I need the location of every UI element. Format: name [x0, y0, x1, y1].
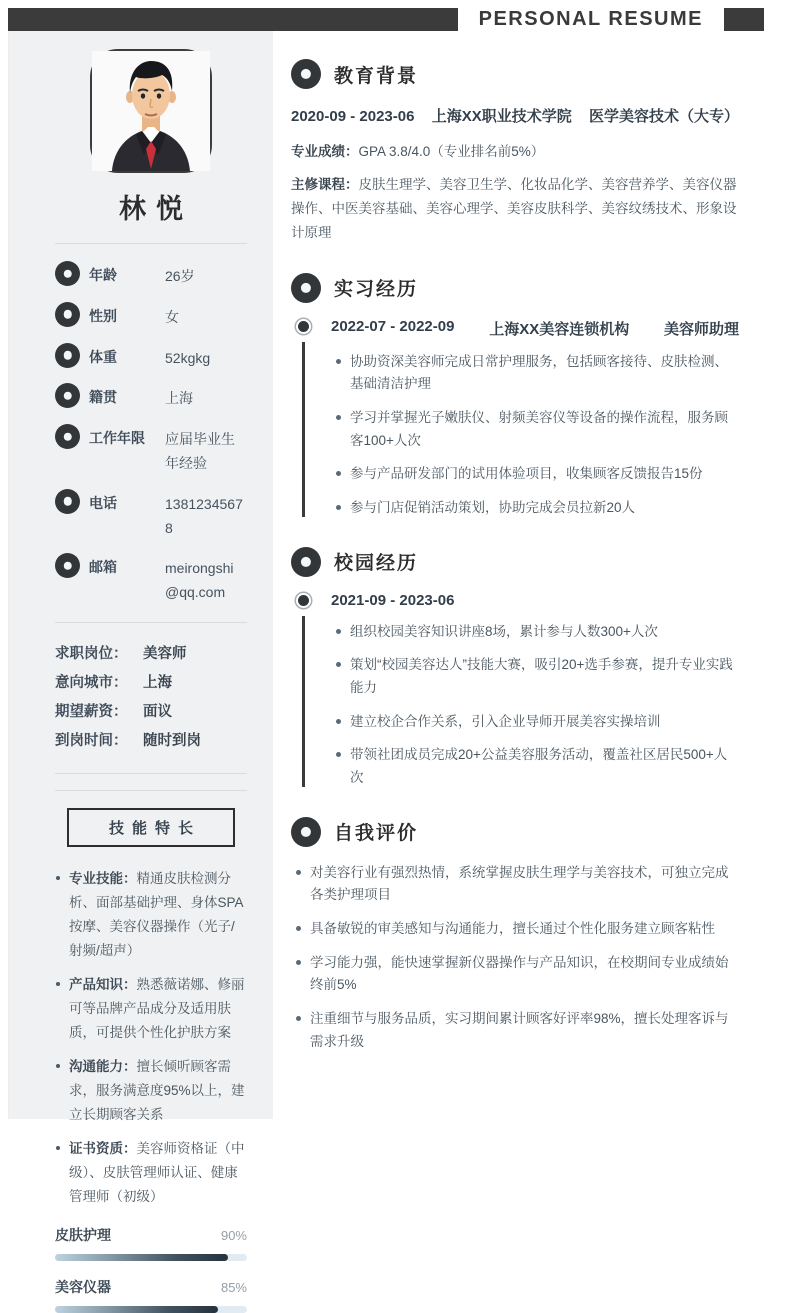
info-value: 52kgkg — [165, 349, 211, 366]
job-row-city — [55, 669, 247, 698]
job-intent-list — [55, 640, 247, 756]
job-value: 上海 — [143, 674, 172, 691]
main-column — [273, 31, 763, 1119]
info-row-phone — [55, 489, 247, 541]
email-icon — [55, 553, 80, 578]
education-major: 医学美容技术（大专） — [588, 108, 739, 125]
gpa-label: 专业成绩： — [291, 143, 359, 159]
skill-label: 沟通能力： — [69, 1059, 137, 1075]
info-label: 籍贯 — [89, 389, 117, 406]
info-value: meirongshi@qq.com — [165, 560, 234, 601]
skill-text: 美容师资格证（中级）、皮肤管理师认证、健康管理师（初级） — [69, 1141, 245, 1205]
section-header — [291, 59, 739, 89]
timeline-dot-icon — [298, 595, 309, 606]
info-label: 体重 — [89, 348, 117, 365]
section-bullet-icon — [291, 59, 321, 89]
evaluation-bullet: 学习能力强，能快速掌握新仪器操作与产品知识，在校期间专业成绩始终前5% — [291, 952, 739, 997]
bar-percent: 90% — [220, 1228, 247, 1244]
evaluation-bullet: 注重细节与服务品质，实习期间累计顾客好评率98%，擅长处理客诉与需求升级 — [291, 1008, 739, 1053]
info-value: 女 — [165, 308, 179, 325]
job-label: 求职岗位： — [55, 645, 128, 662]
job-row-availability — [55, 727, 247, 756]
job-label: 期望薪资： — [55, 703, 128, 720]
evaluation-bullet: 对美容行业有强烈热情，系统掌握皮肤生理学与美容技术，可独立完成各类护理项目 — [291, 862, 739, 907]
section-bullet-icon — [291, 273, 321, 303]
campus-bullet: 组织校园美容知识讲座8场，累计参与人数300+人次 — [331, 621, 739, 644]
education-school: 上海XX职业技术学院 — [431, 108, 572, 125]
internship-bullet: 参与产品研发部门的试用体验项目，收集顾客反馈报告15份 — [331, 463, 739, 486]
info-value: 13812345678 — [165, 495, 243, 536]
progress-fill — [55, 1254, 228, 1261]
progress-fill — [55, 1306, 218, 1313]
skill-label: 产品知识： — [69, 977, 137, 993]
bar-label: 皮肤护理 — [55, 1227, 111, 1244]
campus-bullet: 带领社团成员完成20+公益美容服务活动，覆盖社区居民500+人次 — [331, 744, 739, 789]
top-bar — [8, 8, 764, 31]
bar-percent: 85% — [220, 1280, 247, 1296]
internship-timeline — [291, 318, 739, 520]
info-label: 工作年限 — [89, 430, 145, 447]
job-label: 意向城市： — [55, 674, 128, 691]
campus-date: 2021-09 - 2023-06 — [331, 591, 455, 609]
section-title: 自我评价 — [334, 823, 419, 845]
job-row-salary — [55, 698, 247, 727]
skill-text: 精通皮肤检测分析、面部基础护理、身体SPA按摩、美容仪器操作（光子/射频/超声） — [69, 870, 244, 959]
personal-info-list — [55, 261, 247, 605]
divider — [55, 773, 247, 774]
info-row-hometown — [55, 383, 247, 411]
skill-item — [55, 1055, 247, 1127]
section-evaluation — [291, 817, 739, 1054]
divider — [55, 243, 247, 244]
info-row-gender — [55, 302, 247, 330]
courses-value: 皮肤生理学、美容卫生学、化妆品化学、美容营养学、美容仪器操作、中医美容基础、美容心理学、美容皮肤科学、美容纹绣技术、形象设计原理 — [291, 176, 737, 241]
gender-icon — [55, 302, 80, 327]
job-value: 美容师 — [143, 645, 187, 662]
section-header — [291, 273, 739, 303]
section-title: 校园经历 — [334, 553, 419, 575]
job-value: 随时到岗 — [143, 732, 201, 749]
internship-date: 2022-07 - 2022-09 — [331, 317, 455, 335]
skill-bar-row — [55, 1225, 247, 1245]
internship-role: 美容师助理 — [663, 320, 739, 338]
section-bullet-icon — [291, 817, 321, 847]
job-label: 到岗时间： — [55, 732, 128, 749]
timeline-dot-icon — [298, 321, 309, 332]
courses-line — [291, 173, 739, 246]
skill-item — [55, 973, 247, 1045]
sidebar — [9, 31, 273, 1296]
info-label: 年龄 — [89, 267, 117, 283]
gpa-line — [291, 140, 739, 164]
courses-label: 主修课程： — [291, 176, 359, 192]
skills-list — [55, 867, 247, 1209]
skill-bar-block — [55, 1225, 247, 1261]
campus-entry-header — [331, 592, 739, 609]
campus-bullet: 策划“校园美容达人”技能大赛，吸引20+选手参赛，提升专业实践能力 — [331, 654, 739, 699]
campus-bullet: 建立校企合作关系，引入企业导师开展美容实操培训 — [331, 711, 739, 734]
candidate-name: 林悦 — [119, 194, 193, 224]
info-label: 性别 — [89, 307, 117, 324]
campus-timeline — [291, 592, 739, 790]
internship-bullet: 协助资深美容师完成日常护理服务，包括顾客接待、皮肤检测、基础清洁护理 — [331, 351, 739, 396]
skill-text: 擅长倾听顾客需求，服务满意度95%以上，建立长期顾客关系 — [69, 1059, 245, 1123]
job-value: 面议 — [143, 703, 172, 720]
skill-label: 专业技能： — [69, 870, 137, 886]
experience-icon — [55, 424, 80, 449]
timeline-line — [302, 616, 305, 787]
divider — [55, 622, 247, 623]
internship-bullet: 参与门店促销活动策划，协助完成会员拉新20人 — [331, 497, 739, 520]
job-row-position — [55, 640, 247, 669]
internship-entry-header — [331, 318, 739, 339]
internship-company: 上海XX美容连锁机构 — [489, 320, 630, 338]
skill-text: 熟悉薇诺娜、修丽可等品牌产品成分及适用肤质，可提供个性化护肤方案 — [69, 977, 245, 1041]
avatar-illustration — [92, 51, 210, 171]
section-header — [291, 547, 739, 577]
age-icon — [55, 261, 80, 286]
education-date: 2020-09 - 2023-06 — [291, 108, 415, 125]
section-education — [291, 59, 739, 246]
info-row-experience — [55, 424, 247, 476]
gpa-value: GPA 3.8/4.0（专业排名前5%） — [358, 143, 545, 159]
skill-label: 证书资质： — [69, 1141, 137, 1157]
page-title: PERSONAL RESUME — [478, 7, 703, 30]
education-entry-header — [291, 104, 739, 130]
avatar — [90, 49, 212, 173]
skills-section-title: 技能特长 — [67, 808, 235, 847]
bar-label: 美容仪器 — [55, 1279, 111, 1296]
section-header — [291, 817, 739, 847]
divider — [55, 790, 247, 791]
info-row-weight — [55, 343, 247, 371]
info-row-email — [55, 553, 247, 605]
skill-item — [55, 867, 247, 963]
section-title: 教育背景 — [334, 65, 419, 87]
resume-card — [8, 7, 763, 1296]
progress-track — [55, 1254, 247, 1261]
evaluation-bullet: 具备敏锐的审美感知与沟通能力，擅长通过个性化服务建立顾客粘性 — [291, 918, 739, 941]
info-value: 26岁 — [165, 268, 195, 284]
weight-icon — [55, 343, 80, 368]
skill-bar-block — [55, 1277, 247, 1313]
section-campus — [291, 547, 739, 790]
info-value: 应届毕业生年经验 — [165, 431, 235, 471]
section-internship — [291, 273, 739, 520]
evaluation-list — [291, 862, 739, 1054]
hometown-icon — [55, 383, 80, 408]
info-label: 电话 — [89, 494, 117, 511]
info-label: 邮箱 — [89, 559, 117, 576]
skill-bar-row — [55, 1277, 247, 1297]
info-row-age — [55, 261, 247, 289]
progress-track — [55, 1306, 247, 1313]
info-value: 上海 — [165, 390, 193, 407]
section-bullet-icon — [291, 547, 321, 577]
section-title: 实习经历 — [334, 279, 419, 301]
skill-item — [55, 1137, 247, 1209]
timeline-line — [302, 342, 305, 517]
internship-bullet: 学习并掌握光子嫩肤仪、射频美容仪等设备的操作流程，服务顾客100+人次 — [331, 407, 739, 452]
phone-icon — [55, 489, 80, 514]
